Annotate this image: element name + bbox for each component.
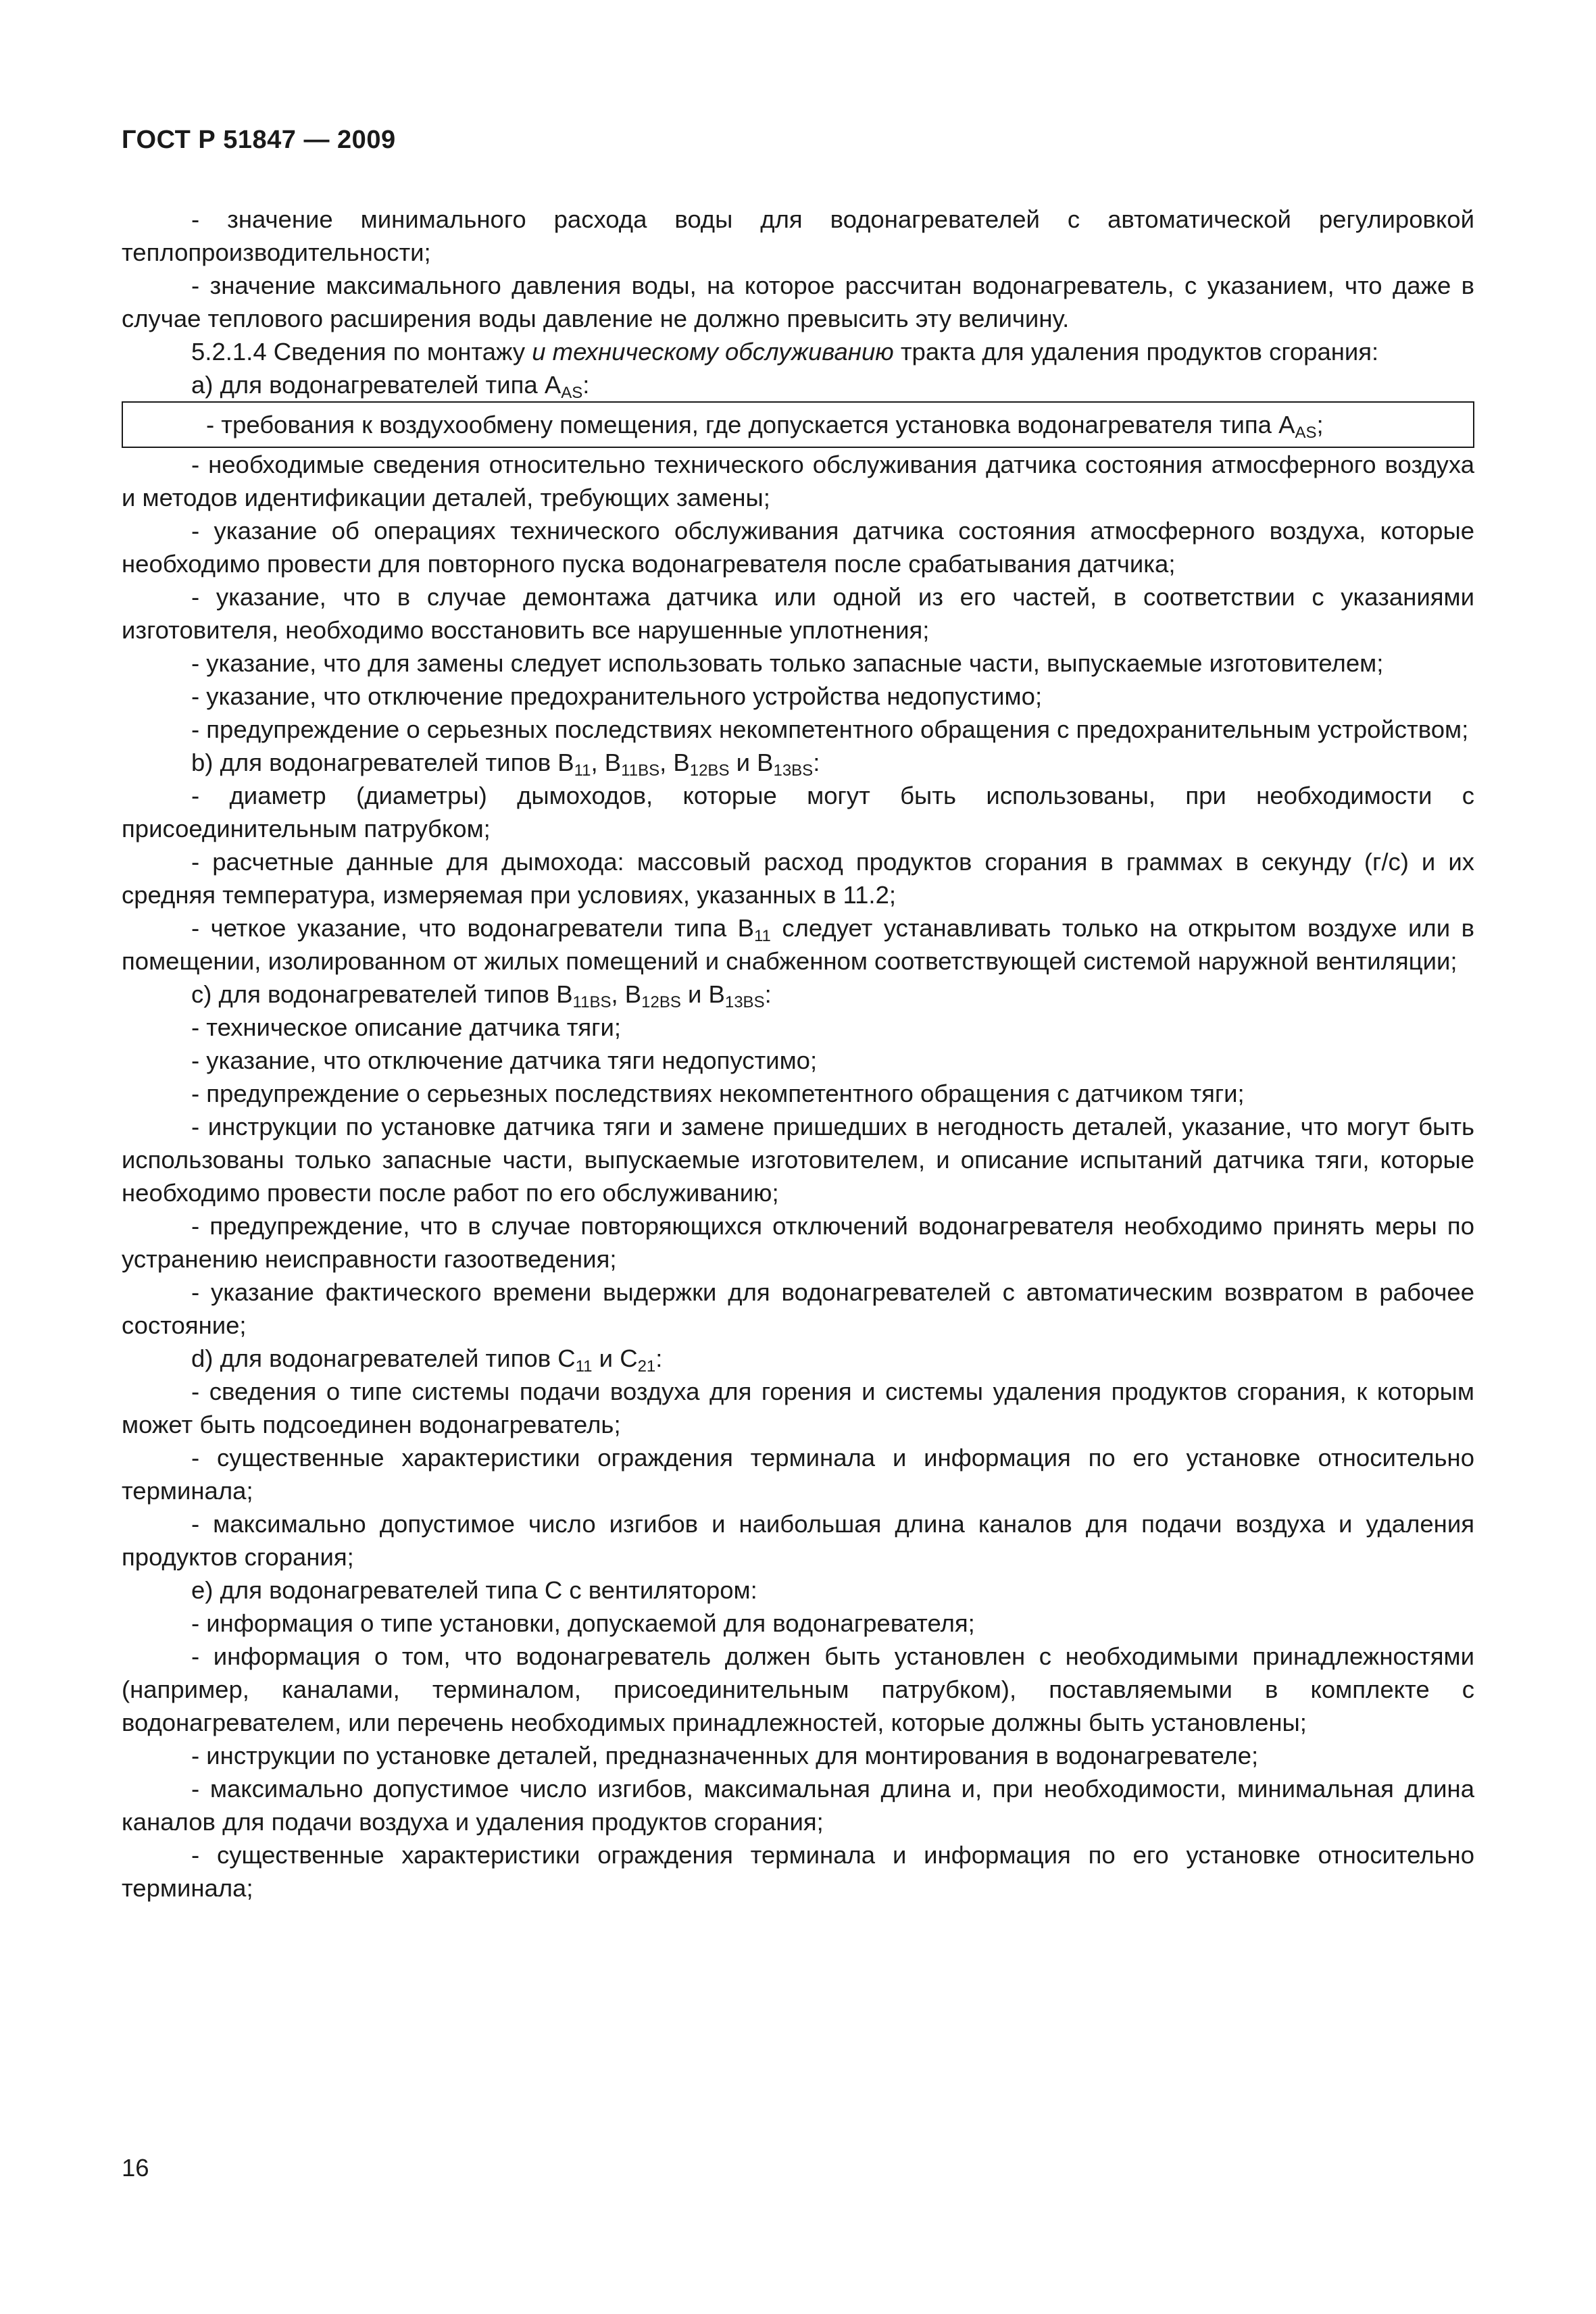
subscript: 11: [753, 927, 771, 945]
paragraph-text: :: [813, 749, 820, 776]
paragraph-text: и В: [729, 749, 774, 776]
paragraph: - сведения о типе системы подачи воздуха для горения и системы удаления продуктов сгорания, к которым может быть подсоединен водонагреватель;: [122, 1378, 1474, 1438]
paragraph: - указание, что отключение датчика тяги недопустимо;: [191, 1047, 818, 1074]
paragraph: - расчетные данные для дымохода: массовый расход продуктов сгорания в граммах в секунду (г/с) и их средняя температура, измеряемая при условиях, указанных в 11.2;: [122, 848, 1474, 909]
paragraph: - предупреждение о серьезных последствиях некомпетентного обращения с предохранительным устройством;: [191, 715, 1469, 743]
paragraph: - указание, что в случае демонтажа датчика или одной из его частей, в соответствии с указаниями изготовителя, необходимо восстановить все нарушенные уплотнения;: [122, 583, 1474, 644]
section-paragraph-5-2-1-4: [122, 335, 1474, 368]
paragraph-text: тракта для удаления продуктов сгорания:: [893, 338, 1379, 366]
paragraph: - максимально допустимое число изгибов, максимальная длина и, при необходимости, минимальная длина каналов для подачи воздуха и удаления продуктов сгорания;: [122, 1775, 1474, 1836]
paragraph-text: :: [655, 1344, 663, 1372]
paragraph-text: - четкое указание, что водонагреватели типа В: [191, 914, 754, 942]
list-heading-d: [122, 1342, 1474, 1375]
paragraph: - диаметр (диаметры) дымоходов, которые могут быть использованы, при необходимости с присоединительным патрубком;: [122, 782, 1474, 842]
paragraph: - предупреждение, что в случае повторяющихся отключений водонагревателя необходимо принять меры по устранению неисправности газоотведения;: [122, 1212, 1474, 1273]
subscript: 13BS: [724, 993, 765, 1011]
document-body: [122, 203, 1474, 1905]
list-heading-c: [122, 978, 1474, 1011]
paragraph-text: ;: [1316, 411, 1324, 438]
paragraph: - техническое описание датчика тяги;: [191, 1013, 622, 1041]
paragraph-text: , В: [611, 980, 642, 1008]
subscript: AS: [561, 384, 583, 402]
subscript: AS: [1295, 424, 1317, 442]
list-heading-a: [122, 368, 1474, 401]
subscript: 11: [575, 1357, 593, 1376]
paragraph: - значение минимального расхода воды для водонагревателей с автоматической регулировкой теплопроизводительности;: [122, 205, 1474, 266]
paragraph-text: d) для водонагревателей типов С: [191, 1344, 576, 1372]
paragraph-text: и В: [680, 980, 725, 1008]
paragraph-text: , В: [591, 749, 622, 776]
paragraph: [122, 911, 1474, 978]
paragraph: - инструкции по установке датчика тяги и замене пришедших в негодность деталей, указание, что могут быть использованы только запасные части, выпускаемые изготовителем, и описание испытаний датчика тяги, которые необходимо провести после работ по его обслуживанию;: [122, 1113, 1474, 1207]
subscript: 11BS: [621, 761, 660, 780]
page-number: 16: [122, 2154, 149, 2182]
paragraph: - указание фактического времени выдержки для водонагревателей с автоматическим возвратом в рабочее состояние;: [122, 1278, 1474, 1339]
paragraph-text: - требования к воздухообмену помещения, где допускается установка водонагревателя типа А: [206, 411, 1295, 438]
paragraph: - максимально допустимое число изгибов и наибольшая длина каналов для подачи воздуха и удаления продуктов сгорания;: [122, 1510, 1474, 1571]
list-heading-b: [122, 746, 1474, 779]
paragraph: - существенные характеристики ограждения терминала и информация по его установке относительно терминала;: [122, 1841, 1474, 1902]
paragraph: - указание об операциях технического обслуживания датчика состояния атмосферного воздуха, которые необходимо провести для повторного пуска водонагревателя после срабатывания датчика;: [122, 517, 1474, 578]
paragraph-text: 5.2.1.4 Сведения по монтажу: [191, 338, 532, 366]
paragraph-text: :: [582, 371, 590, 399]
italic-text: и техническому обслуживанию: [532, 338, 894, 366]
boxed-paragraph: [122, 401, 1474, 448]
subscript: 11BS: [572, 993, 612, 1011]
paragraph: - информация о типе установки, допускаемой для водонагревателя;: [191, 1609, 975, 1637]
subscript: 13BS: [773, 761, 814, 780]
paragraph-text: b) для водонагревателей типов В: [191, 749, 574, 776]
list-heading-e: е) для водонагревателей типа С с вентилятором:: [191, 1576, 757, 1604]
paragraph: - информация о том, что водонагреватель должен быть установлен с необходимыми принадлежностями (например, каналами, терминалом, присоединительным патрубком), поставляемыми в комплекте с водонагревателем, или перечень необходимых принадлежностей, которые должны быть установлены;: [122, 1642, 1474, 1736]
paragraph: - указание, что для замены следует использовать только запасные части, выпускаемые изготовителем;: [191, 649, 1384, 677]
paragraph: - предупреждение о серьезных последствиях некомпетентного обращения с датчиком тяги;: [191, 1080, 1245, 1107]
paragraph: - существенные характеристики ограждения терминала и информация по его установке относительно терминала;: [122, 1444, 1474, 1505]
subscript: 21: [637, 1357, 656, 1376]
paragraph-text: следует устанавливать только на открытом воздухе или в помещении, изолированном от жилых помещений и снабженном соответствующей системой наружной вентиляции;: [122, 914, 1474, 975]
paragraph-text: :: [764, 980, 772, 1008]
subscript: 11: [574, 761, 591, 780]
subscript: 12BS: [689, 761, 730, 780]
paragraph-text: , В: [659, 749, 690, 776]
paragraph-text: c) для водонагревателей типов В: [191, 980, 573, 1008]
paragraph: - указание, что отключение предохранительного устройства недопустимо;: [191, 682, 1043, 710]
paragraph-text: а) для водонагревателей типа А: [191, 371, 562, 399]
paragraph: - инструкции по установке деталей, предназначенных для монтирования в водонагревателе;: [191, 1742, 1259, 1769]
paragraph: - необходимые сведения относительно технического обслуживания датчика состояния атмосферного воздуха и методов идентификации деталей, требующих замены;: [122, 451, 1474, 511]
document-header: ГОСТ Р 51847 — 2009: [122, 126, 396, 154]
subscript: 12BS: [641, 993, 681, 1011]
paragraph-text: и С: [592, 1344, 638, 1372]
paragraph: - значение максимального давления воды, на которое рассчитан водонагреватель, с указанием, что даже в случае теплового расширения воды давление не должно превысить эту величину.: [122, 272, 1474, 332]
